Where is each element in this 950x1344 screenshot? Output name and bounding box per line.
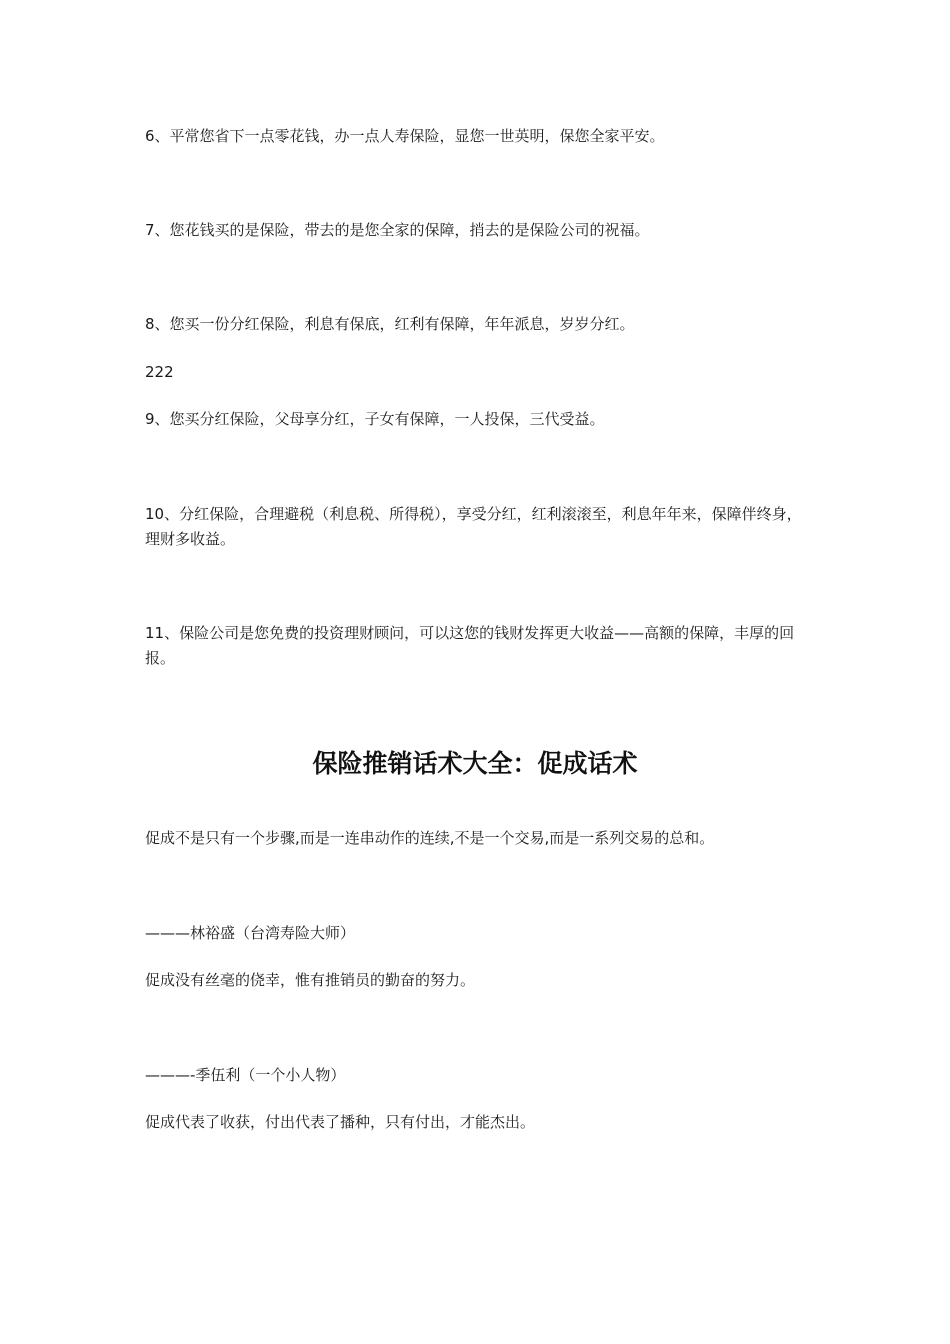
paragraph-item-8: 8、您买一份分红保险，利息有保底，红利有保障，年年派息，岁岁分红。 [145,315,635,333]
paragraph-item-7: 7、您花钱买的是保险，带去的是您全家的保障，捎去的是保险公司的祝福。 [145,221,650,239]
paragraph-number: 222 [145,363,174,381]
section-paragraph-3: 促成代表了收获，付出代表了播种，只有付出，才能杰出。 [145,1113,536,1131]
paragraph-item-10: 10、分红保险，合理避税（利息税、所得税），享受分红，红利滚滚至，利息年年来，保障伴终身，理财多收益。 [145,505,802,548]
section-title: 保险推销话术大全：促成话术 [312,749,638,778]
quote-attribution-1: ———林裕盛（台湾寿险大师） [145,924,356,942]
section-paragraph-2: 促成没有丝毫的侥幸，惟有推销员的勤奋的努力。 [145,971,476,989]
paragraph-item-11: 11、保险公司是您免费的投资理财顾问，可以这您的钱财发挥更大收益——高额的保障，丰厚的回报。 [145,624,795,667]
section-paragraph-1: 促成不是只有一个步骤,而是一连串动作的连续,不是一个交易,而是一系列交易的总和。 [145,829,715,847]
paragraph-item-6: 6、平常您省下一点零花钱，办一点人寿保险，显您一世英明，保您全家平安。 [145,127,665,145]
paragraph-item-9: 9、您买分红保险，父母享分红，子女有保障，一人投保，三代受益。 [145,410,605,428]
quote-attribution-2: ———-季伍利（一个小人物） [145,1066,346,1084]
